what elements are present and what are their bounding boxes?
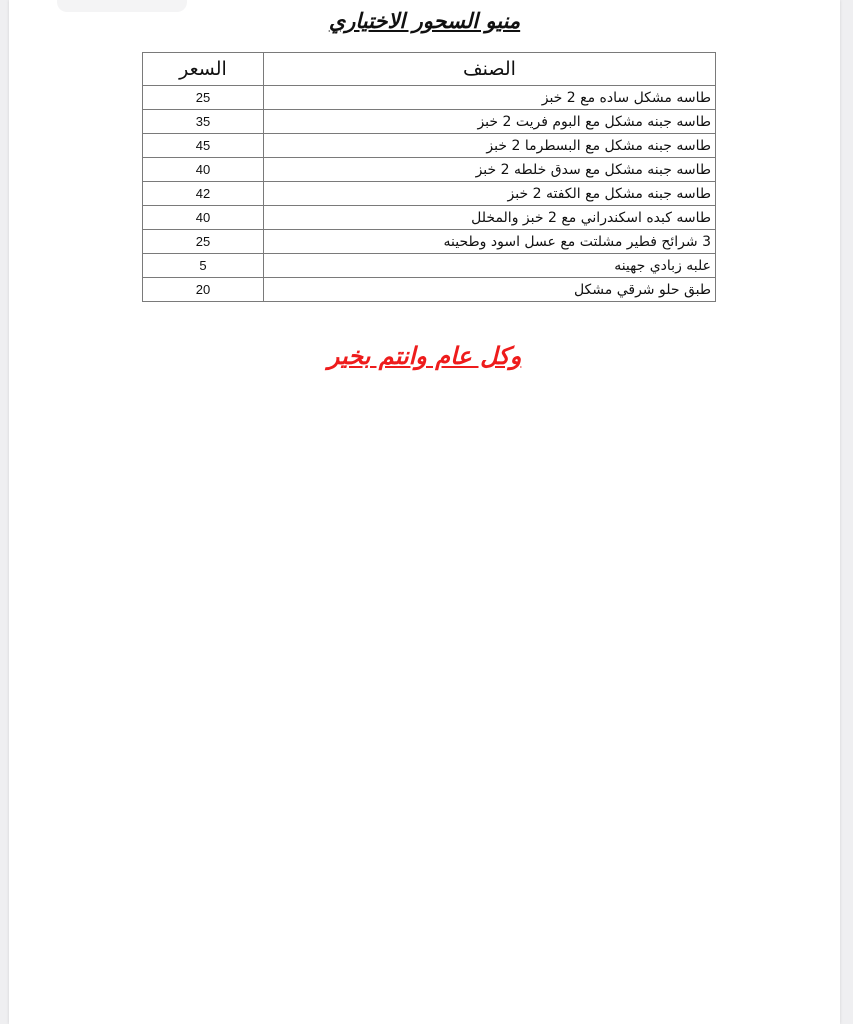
header-price: السعر	[143, 53, 264, 86]
menu-table	[142, 52, 716, 302]
menu-item-price: 45	[143, 134, 264, 158]
menu-item-price: 40	[143, 206, 264, 230]
menu-item-name: طاسه جبنه مشكل مع الكفته 2 خبز	[264, 182, 716, 206]
menu-item-name: طاسه جبنه مشكل مع البسطرما 2 خبز	[264, 134, 716, 158]
document-page	[9, 0, 840, 1024]
table-header-row	[143, 53, 716, 86]
menu-item-name: طاسه جبنه مشكل مع سدق خلطه 2 خبز	[264, 158, 716, 182]
table-row	[143, 254, 716, 278]
closing-greeting: وكل عام وانتم بخير	[327, 341, 522, 370]
table-row	[143, 86, 716, 110]
menu-item-price: 25	[143, 230, 264, 254]
menu-item-price: 5	[143, 254, 264, 278]
menu-item-name: طاسه مشكل ساده مع 2 خبز	[264, 86, 716, 110]
menu-title: منيو السحور الاختياري	[328, 8, 521, 33]
menu-item-price: 35	[143, 110, 264, 134]
table-row	[143, 182, 716, 206]
menu-item-name: طاسه كبده اسكندراني مع 2 خبز والمخلل	[264, 206, 716, 230]
table-row	[143, 206, 716, 230]
table-row	[143, 230, 716, 254]
menu-item-name: 3 شرائح فطير مشلتت مع عسل اسود وطحينه	[264, 230, 716, 254]
header-item: الصنف	[264, 53, 716, 86]
menu-item-name: علبه زبادي جهينه	[264, 254, 716, 278]
menu-item-price: 42	[143, 182, 264, 206]
table-row	[143, 278, 716, 302]
table-row	[143, 134, 716, 158]
menu-item-name: طاسه جبنه مشكل مع البوم فريت 2 خبز	[264, 110, 716, 134]
menu-item-price: 25	[143, 86, 264, 110]
menu-item-price: 40	[143, 158, 264, 182]
table-row	[143, 158, 716, 182]
table-row	[143, 110, 716, 134]
menu-item-name: طبق حلو شرقي مشكل	[264, 278, 716, 302]
menu-item-price: 20	[143, 278, 264, 302]
